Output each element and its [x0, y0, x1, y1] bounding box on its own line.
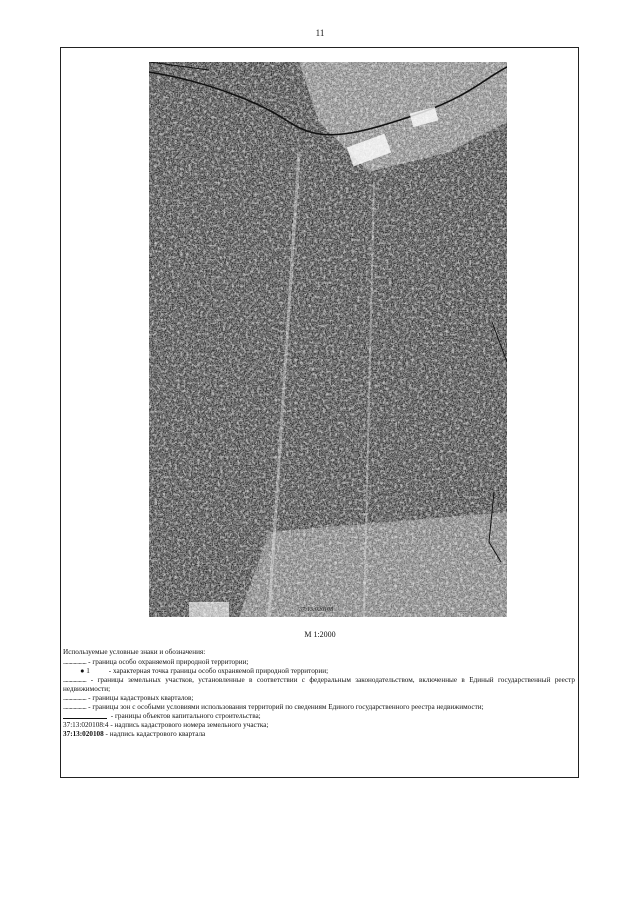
legend-text: - надпись кадастрового квартала	[105, 730, 206, 738]
legend-item	[63, 658, 575, 667]
legend-text: - границы зон с особыми условиями использования территорий по сведениям Единого государственного реестра недвижимости;	[88, 703, 484, 711]
legend-symbol: ..................	[63, 658, 87, 666]
legend-symbol: 37:13:020108	[63, 730, 104, 738]
legend-item	[63, 712, 575, 721]
legend-item	[63, 721, 575, 730]
page-number: 11	[315, 28, 325, 38]
map-label-quarter: 37:13:020108	[299, 607, 333, 613]
aerial-photo	[149, 62, 507, 617]
legend-text: - границы земельных участков, установленные в соответствии с федеральным законодательством, включенные в Единый государственный реестр недвижимости;	[63, 676, 575, 693]
legend-item	[63, 676, 575, 694]
legend-symbol: ..................	[63, 703, 87, 711]
legend-item	[63, 694, 575, 703]
legend-text: - граница особо охраняемой природной территории;	[88, 658, 249, 666]
legend-item	[63, 730, 575, 739]
legend-symbol: ..................	[63, 676, 87, 684]
legend	[63, 648, 575, 739]
legend-item	[63, 703, 575, 712]
legend-text: - границы объектов капитального строительства;	[110, 712, 261, 720]
legend-line-symbol	[63, 714, 107, 719]
legend-title: Используемые условные знаки и обозначения:	[63, 648, 206, 656]
legend-item	[63, 667, 575, 676]
legend-symbol: 37:13:020108:4	[63, 721, 109, 729]
legend-symbol: ● 1	[80, 667, 90, 675]
legend-text: - надпись кадастрового номера земельного участка;	[110, 721, 269, 729]
map-scale: М 1:2000	[304, 630, 336, 639]
legend-symbol: ..................	[63, 694, 87, 702]
aerial-map[interactable]	[149, 62, 507, 617]
legend-text: - границы кадастровых кварталов;	[88, 694, 194, 702]
legend-text: - характерная точка границы особо охраняемой природной территории;	[108, 667, 329, 675]
